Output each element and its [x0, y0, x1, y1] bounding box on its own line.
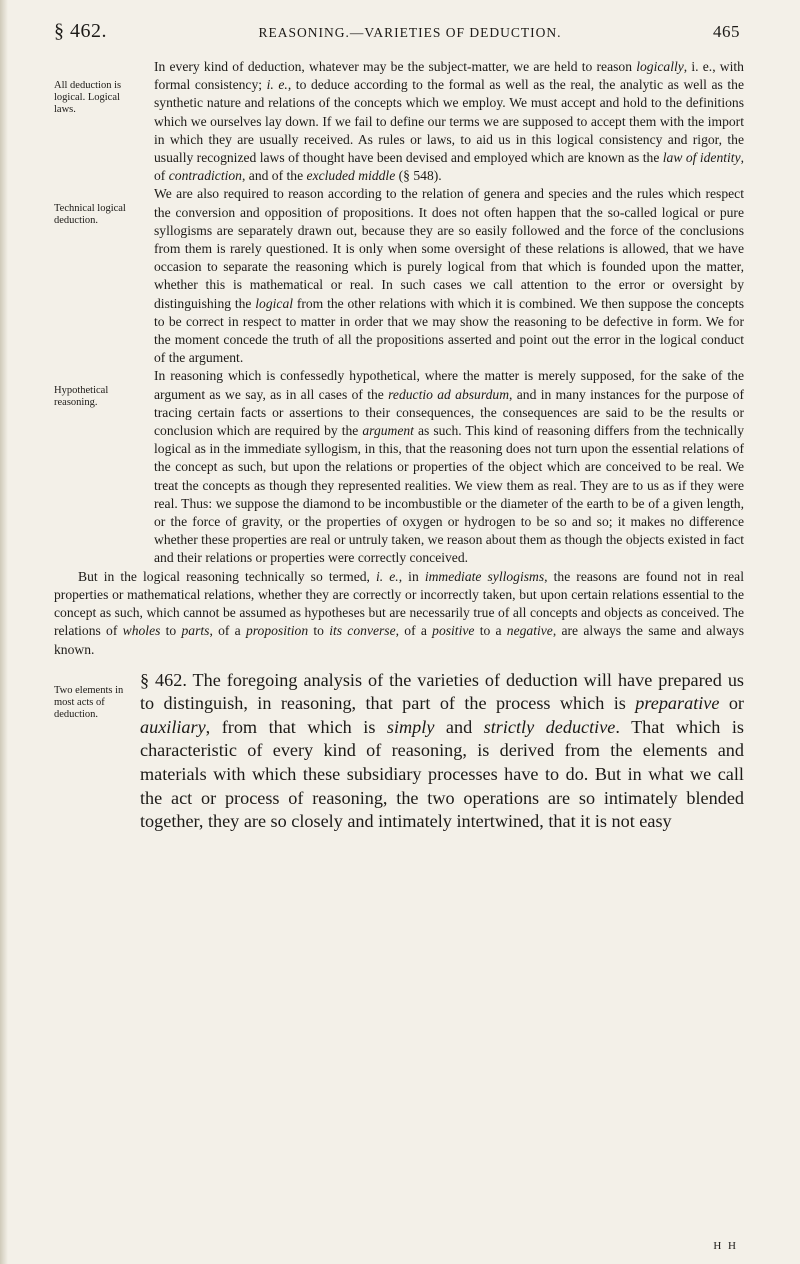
p1-text-a: In every kind of deduction, whatever may be the subject-matter, we are held to reason [154, 59, 637, 74]
p4-text-g: , of a [395, 623, 433, 639]
p4-text-i: , are always the same and always known. [54, 623, 744, 657]
p4-text-c: , the reasons are found not in real properties or mathematical relations, whether they are correctly or incorrectly taken, but upon certain relations essential to the concept as such, which cannot be assumed as hypotheses but are necessarily true of all concepts and objects as conceived. The relations of [54, 568, 744, 639]
p1-text-b: , i. e., with formal consistency; [154, 59, 744, 93]
p2-em-logical: logical [255, 295, 294, 311]
p5-em-simply: simply [386, 716, 435, 737]
paragraph-2 [54, 185, 744, 367]
p1-em-logically: logically [636, 59, 684, 74]
p5-text-c: , from that which is [205, 716, 387, 737]
p4-em-ie: i. e. [376, 568, 399, 584]
margin-note-logical: All deduction is logical. Logical laws. [54, 80, 122, 115]
p1-em-ie: i. e. [266, 77, 288, 93]
p4-em-parts: parts [181, 623, 210, 639]
p1-text-e: , and of the [241, 168, 307, 184]
signature-mark: H H [713, 1240, 738, 1252]
p5-text-b: or [719, 693, 744, 714]
p4-em-converse: its converse [329, 623, 396, 639]
p4-text-h: to a [474, 623, 507, 639]
p1-em-contradiction: contradiction [168, 168, 242, 184]
p4-em-positive: positive [432, 623, 475, 639]
paragraph-block-2 [0, 185, 800, 367]
paragraph-block-5 [0, 669, 800, 834]
page-body [0, 58, 800, 834]
p4-text-b: , in [398, 568, 425, 584]
p3-text-b: , and in many instances for the purpose of tracing certain facts or assertions to their consequences, the consequences are said to be the results or conclusion which are required by the [154, 386, 745, 439]
p5-text-a: § 462. The foregoing analysis of the varieties of deduction will have prepared us to distinguish, in reasoning, that part of the process which is [140, 669, 744, 714]
p3-em-reductio: reductio ad absurdum [388, 386, 510, 402]
p4-text-e: , of a [209, 623, 246, 639]
p4-text-d: to [160, 623, 182, 639]
running-header [54, 20, 740, 50]
margin-note-technical: Technical logical deduction. [54, 203, 126, 227]
paragraph-3 [54, 367, 744, 567]
paragraph-block-4 [0, 568, 800, 659]
p5-text-e: . That which is characteristic of every kind of reasoning, is derived from the elements and materials with which these subsidiary processes have to do. But in what we call the act or process of reasoning, the two operations are so intimately blended together, they are so closely and intimately intertwined, that it is not easy [140, 716, 744, 832]
paragraph-1 [54, 58, 744, 185]
margin-note-two-elements: Two elements in most acts of deduction. [54, 684, 124, 720]
p3-text-a: In reasoning which is confessedly hypothetical, where the matter is merely supposed, for the sake of the argument as we say, as in all cases of the [154, 368, 744, 402]
p2-text-a: We are also required to reason according to the relation of genera and species and the rules which respect the conversion and opposition of propositions. It does not often happen that the so-called logical or pure syllogisms are separately drawn out, because they are so easily followed and the force of the conclusions from them is rarely questioned. It is only when some oversight of these relations is allowed, that we have occasion to separate the reasoning which is purely logical from that which is founded upon the matter, whether this is mathematical or real. In such cases we call attention to the error or oversight by distinguishing the [154, 186, 744, 311]
p1-text-c: , to deduce according to the formal as well as the real, the analytic as well as the synthetic nature and relations of the concepts which we employ. We must accept and hold to the definitions which we ourselves lay down. If we fail to define our terms we are supposed to accept them with the import in which they are usually received. As rules or laws, to aid us in this logical consistency and rigor, the usually recognized laws of thought have been devised and employed which are known as the [154, 77, 744, 166]
page-number: 465 [713, 22, 740, 41]
p5-text-d: and [434, 716, 484, 737]
p4-text-a: But in the logical reasoning technically so termed, [78, 568, 377, 584]
p4-em-immediate: immediate syllogisms [424, 568, 545, 584]
p1-em-law: law of identity [662, 150, 741, 166]
paragraph-5 [54, 669, 744, 834]
p3-em-argument: argument [362, 423, 414, 439]
paragraph-block-3 [0, 367, 800, 567]
p4-em-proposition: proposition [245, 623, 309, 639]
p1-text-d: , of [154, 150, 745, 184]
p5-em-preparative: preparative [635, 693, 720, 714]
paragraph-block-1 [0, 58, 800, 185]
paragraph-4 [54, 568, 744, 659]
header-title: REASONING.—VARIETIES OF DEDUCTION. [258, 25, 562, 40]
header-section-number: § 462. [54, 20, 107, 42]
p3-text-c: as such. This kind of reasoning differs from the technically logical as in the immediate syllogism, in this, that the reasoning does not turn upon the essential relations of the concept as such, but upon the relations or properties of the object which are conceived to be real. We treat the concepts as though they represented realities. We view them as real. They are to us as if they were real. Thus: we suppose the diamond to be incombustible or the diameter of the earth to be of a given length, or the force of gravity, or the properties of oxygen or hydrogen to be so and so; it makes no difference whether these properties are real or untruly taken, we reason about them as though the objects existed in fact and their relations or properties were correctly conceived. [154, 423, 745, 566]
p5-em-strictly: strictly deductive [483, 716, 616, 737]
p4-em-negative: negative [506, 623, 553, 639]
margin-note-hypothetical: Hypothetical reasoning. [54, 385, 109, 409]
p1-em-excluded: excluded middle [306, 168, 396, 184]
p2-text-b: from the other relations with which it is combined. We then suppose the concepts to be correct in respect to matter in order that we may show the reasoning to be defective in form. We for the moment concede the truth of all the propositions asserted and point out the error in the logical conduct of the argument. [154, 295, 744, 366]
p4-text-f: to [308, 623, 330, 639]
p5-em-auxiliary: auxiliary [140, 716, 206, 737]
p1-text-f: (§ 548). [395, 168, 442, 184]
p4-em-wholes: wholes [122, 623, 161, 639]
